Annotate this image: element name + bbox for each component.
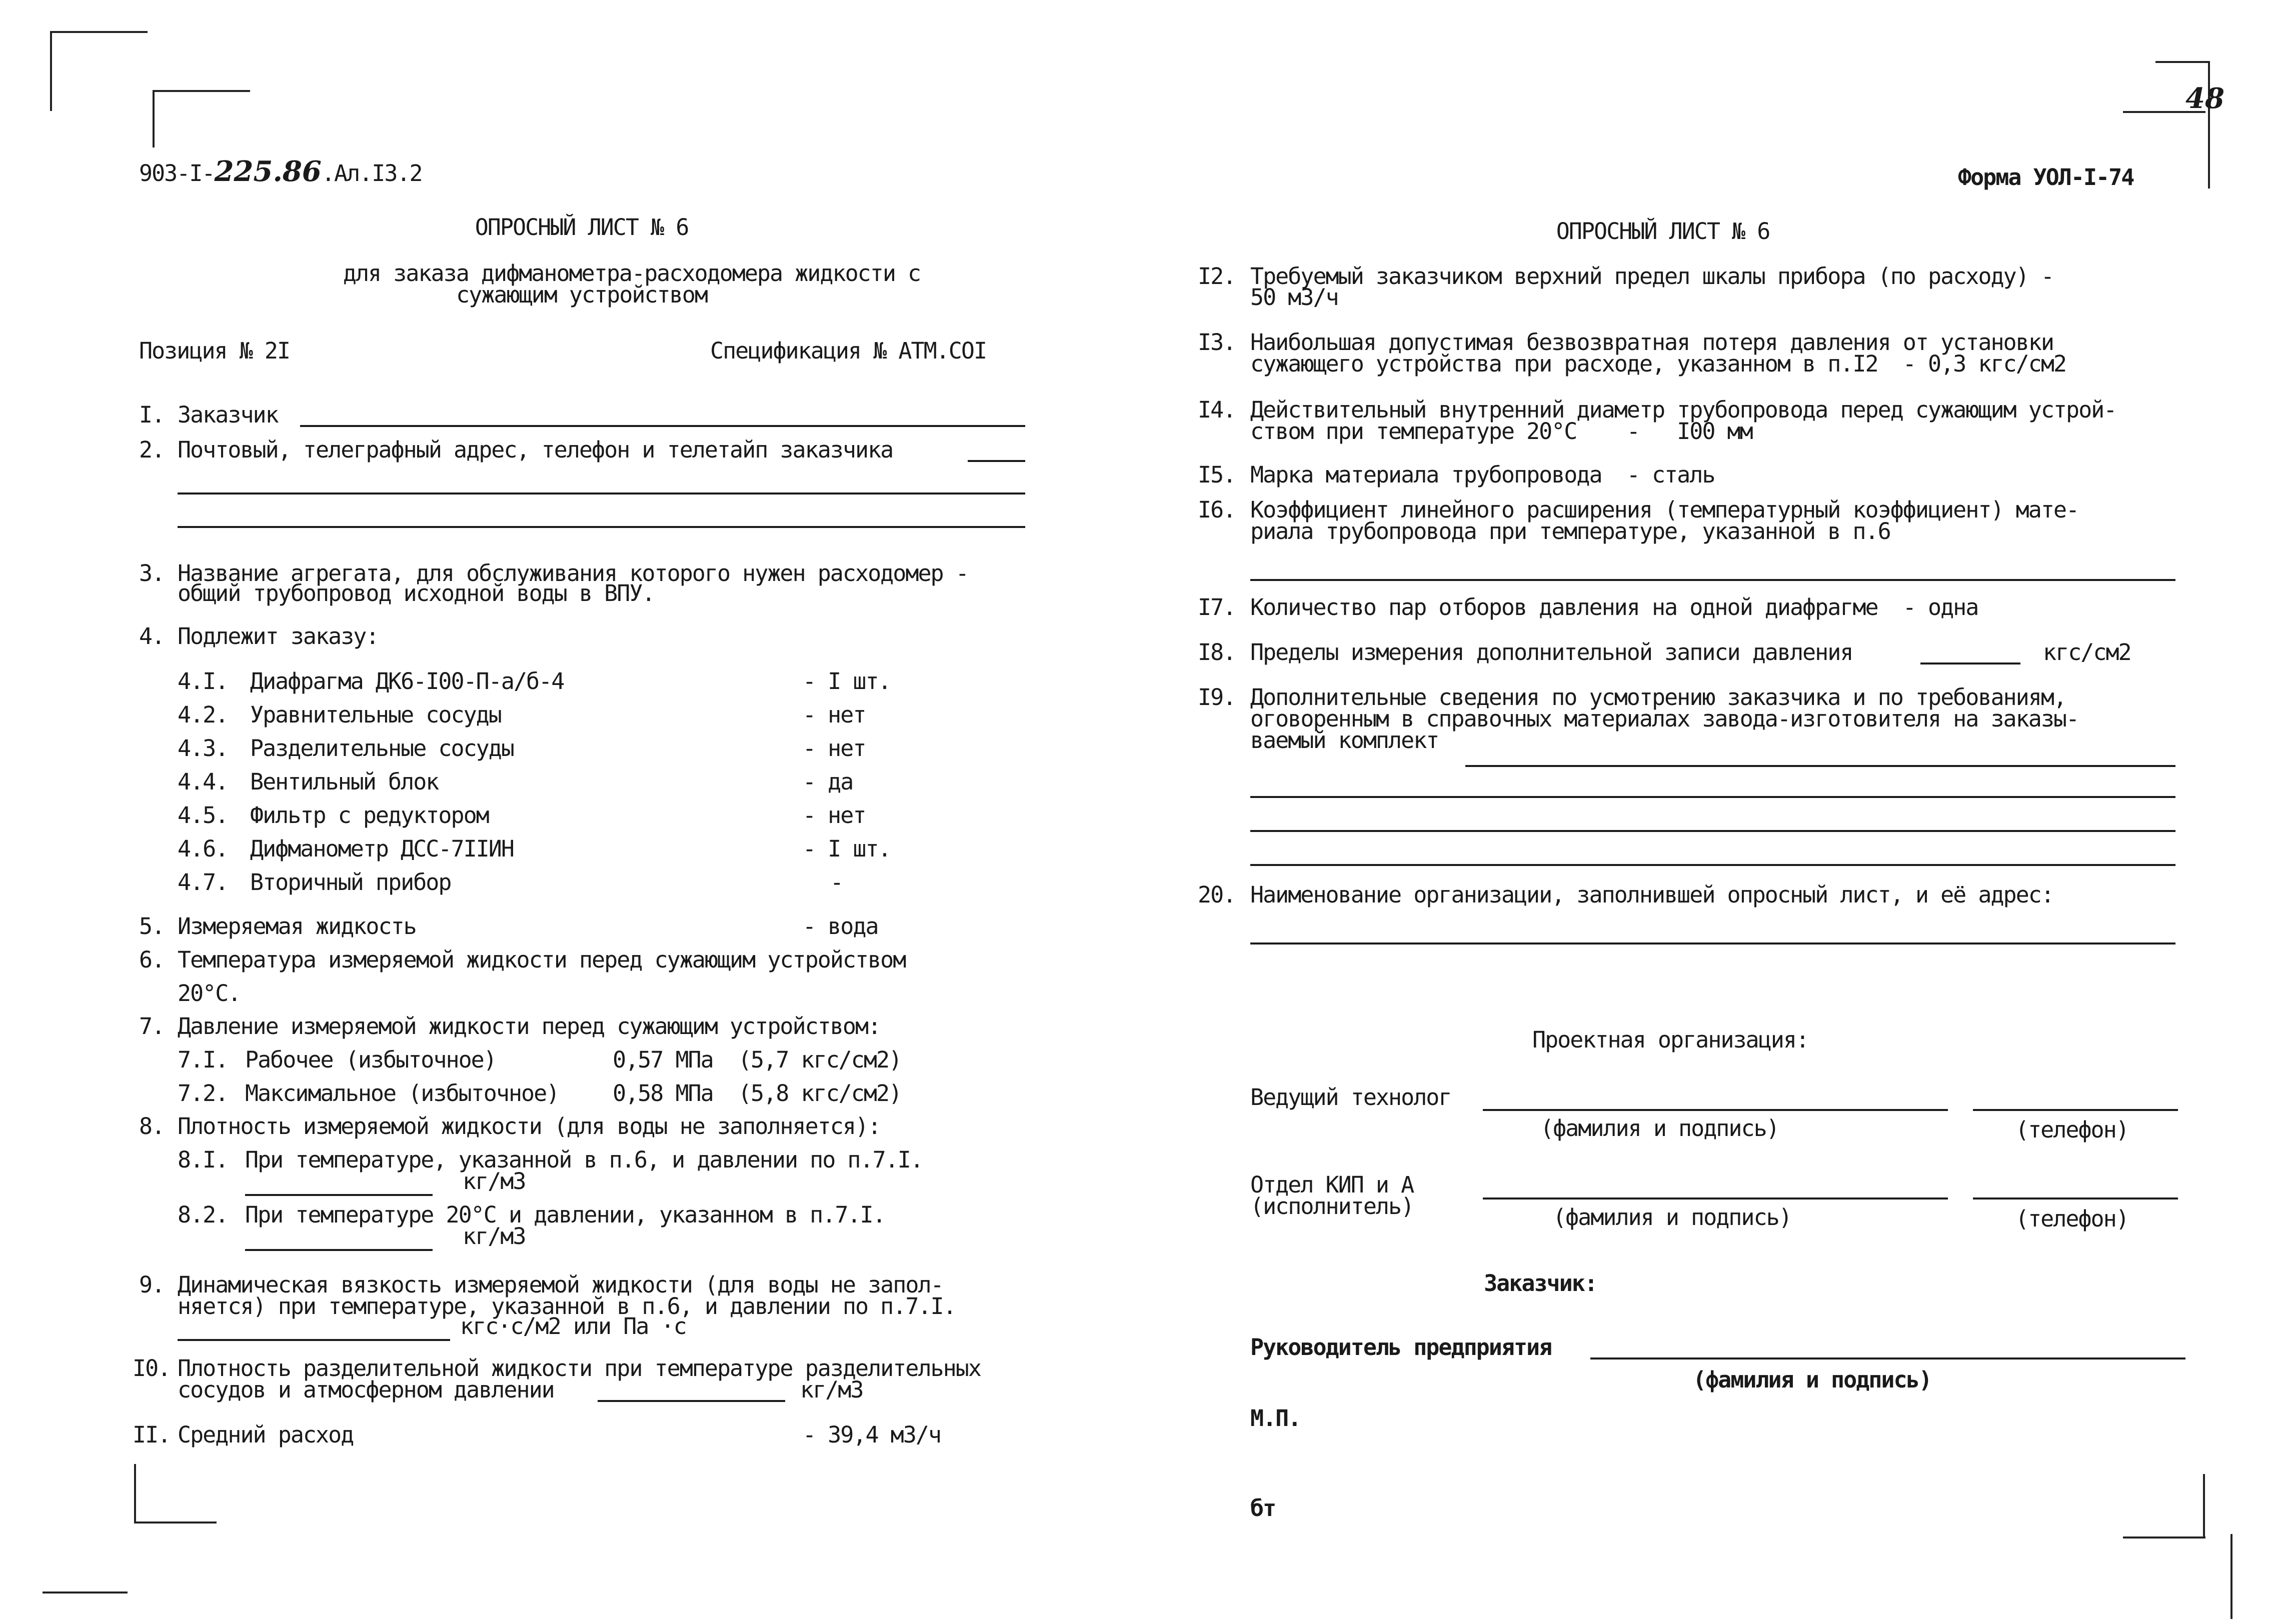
order-item-value: - нет	[803, 802, 866, 828]
item-12-line1: Требуемый заказчиком верхний предел шкалы прибора (по расходу) -	[1250, 263, 2053, 290]
item-8-1-text: При температуре, указанной в п.6, и давлении по п.7.I.	[245, 1146, 923, 1173]
item-19-line3: ваемый комплект	[1250, 727, 1439, 754]
order-item-value: - I шт.	[803, 668, 891, 694]
phone-caption: (телефон)	[2015, 1116, 2128, 1143]
item-14-num: I4.	[1198, 396, 1236, 423]
pressure-range-field[interactable]	[1920, 662, 2020, 664]
item-4-num: 4.	[139, 623, 165, 650]
item-18-num: I8.	[1198, 639, 1236, 666]
order-item-text: Фильтр с редуктором	[250, 802, 489, 828]
right-title: ОПРОСНЫЙ ЛИСТ № 6	[1556, 218, 1770, 244]
project-org-heading: Проектная организация:	[1532, 1026, 1809, 1053]
order-item-num: 4.3.	[178, 735, 228, 762]
address-field[interactable]	[178, 526, 1025, 528]
item-8-1-unit: кг/м3	[463, 1168, 526, 1194]
signature-caption: (фамилия и подпись)	[1693, 1366, 1931, 1393]
order-item-num: 4.2.	[178, 702, 228, 728]
order-item-text: Вентильный блок	[250, 768, 439, 795]
kip-signature-field[interactable]	[1483, 1198, 1948, 1200]
item-8-2-unit: кг/м3	[463, 1223, 526, 1250]
item-17-num: I7.	[1198, 594, 1236, 620]
item-11-value: - 39,4 м3/ч	[803, 1422, 941, 1448]
item-1-text: Заказчик	[178, 402, 278, 428]
order-item-value: -	[830, 869, 843, 896]
corner-mark	[134, 1522, 217, 1524]
item-3-line2: общий трубопровод исходной воды в ВПУ.	[178, 580, 655, 606]
left-subtitle-line2: сужающим устройством	[456, 282, 707, 308]
item-7-2-value: 0,58 МПа (5,8 кгс/см2)	[613, 1080, 902, 1106]
corner-mark	[43, 1592, 128, 1594]
item-16-line1: Коэффициент линейного расширения (температурный коэффициент) мате-	[1250, 496, 2079, 523]
item-18-text: Пределы измерения дополнительной записи давления	[1250, 639, 1853, 666]
signature-caption: (фамилия и подпись)	[1540, 1115, 1779, 1142]
item-6-num: 6.	[139, 946, 165, 973]
item-16-line2: риала трубопровода при температуре, указанной в п.6	[1250, 518, 1890, 544]
item-9-line2: няется) при температуре, указанной в п.6, и давлении по п.7.I.	[178, 1293, 956, 1320]
density-field[interactable]	[245, 1249, 433, 1251]
corner-mark	[153, 90, 250, 92]
lead-technologist-label: Ведущий технолог	[1250, 1084, 1451, 1110]
item-9-line1: Динамическая вязкость измеряемой жидкости (для воды не запол-	[178, 1272, 943, 1298]
item-17-text: Количество пар отборов давления на одной диафрагме - одна	[1250, 594, 1978, 620]
order-item-text: Уравнительные сосуды	[250, 702, 501, 728]
kip-phone-field[interactable]	[1973, 1198, 2178, 1200]
corner-mark	[2155, 61, 2208, 63]
item-5-value: - вода	[803, 913, 878, 940]
order-item-num: 4.7.	[178, 869, 228, 896]
item-5-num: 5.	[139, 913, 165, 940]
item-10-line2: сосудов и атмосферном давлении	[178, 1376, 554, 1403]
item-14-line1: Действительный внутренний диаметр трубопровода перед сужающим устрой-	[1250, 396, 2116, 423]
item-7-2-text: Максимальное (избыточное)	[245, 1080, 559, 1106]
seal-label: М.П.	[1250, 1405, 1301, 1432]
item-8-2-num: 8.2.	[178, 1202, 228, 1228]
item-2-num: 2.	[139, 436, 165, 463]
item-4-text: Подлежит заказу:	[178, 623, 379, 650]
item-15-num: I5.	[1198, 462, 1236, 488]
expansion-coef-field[interactable]	[1250, 579, 2175, 581]
technologist-signature-field[interactable]	[1483, 1109, 1948, 1111]
order-item-value: - нет	[803, 702, 866, 728]
order-item-value: - I шт.	[803, 836, 891, 862]
item-18-unit: кгс/см2	[2043, 639, 2131, 666]
address-field[interactable]	[968, 460, 1025, 462]
item-7-num: 7.	[139, 1013, 165, 1040]
item-6-line1: Температура измеряемой жидкости перед сужающим устройством	[178, 946, 906, 973]
item-10-line1: Плотность разделительной жидкости при температуре разделительных	[178, 1355, 981, 1382]
item-7-2-num: 7.2.	[178, 1080, 228, 1106]
organization-field[interactable]	[1250, 942, 2175, 944]
item-9-num: 9.	[139, 1272, 165, 1298]
address-field[interactable]	[178, 492, 1025, 494]
position-number: Позиция № 2I	[139, 338, 290, 364]
item-15-text: Марка материала трубопровода - сталь	[1250, 462, 1715, 488]
left-subtitle-line1: для заказа дифманометра-расходомера жидкости с	[343, 260, 921, 286]
director-signature-field[interactable]	[1590, 1358, 2185, 1360]
page-number: 48	[2185, 82, 2224, 115]
order-item-text: Дифманометр ДСС-7IIИН	[250, 836, 514, 862]
footer-code: бт	[1250, 1495, 1276, 1522]
kip-dept-label: Отдел КИП и А	[1250, 1172, 1414, 1198]
separating-density-field[interactable]	[598, 1400, 785, 1402]
item-7-text: Давление измеряемой жидкости перед сужающим устройством:	[178, 1013, 881, 1040]
phone-caption: (телефон)	[2015, 1206, 2128, 1232]
corner-mark	[2208, 61, 2210, 188]
item-10-unit: кг/м3	[800, 1376, 863, 1403]
order-item-num: 4.4.	[178, 768, 228, 795]
order-item-value: - да	[803, 768, 853, 795]
order-item-text: Диафрагма ДК6-I00-П-а/б-4	[250, 668, 564, 694]
viscosity-field[interactable]	[178, 1339, 450, 1341]
item-8-2-text: При температуре 20°С и давлении, указанном в п.7.I.	[245, 1202, 885, 1228]
density-field[interactable]	[245, 1194, 433, 1196]
additional-info-field[interactable]	[1250, 864, 2175, 866]
item-8-text: Плотность измеряемой жидкости (для воды не заполняется):	[178, 1113, 881, 1140]
item-7-1-num: 7.I.	[178, 1046, 228, 1073]
item-9-unit: кгс·с/м2 или Па ·с	[460, 1313, 686, 1340]
item-20-text: Наименование организации, заполнившей опросный лист, и её адрес:	[1250, 882, 2053, 908]
item-20-num: 20.	[1198, 882, 1236, 908]
item-19-num: I9.	[1198, 684, 1236, 710]
additional-info-field[interactable]	[1465, 765, 2175, 767]
item-19-line2: оговоренным в справочных материалах завода-изготовителя на заказы-	[1250, 706, 2079, 732]
item-7-1-text: Рабочее (избыточное)	[245, 1046, 496, 1073]
item-3-num: 3.	[139, 560, 165, 586]
item-8-1-num: 8.I.	[178, 1146, 228, 1173]
item-10-num: I0.	[133, 1355, 171, 1382]
corner-mark	[2203, 1474, 2205, 1536]
technologist-phone-field[interactable]	[1973, 1109, 2178, 1111]
item-1-num: I.	[139, 402, 165, 428]
order-item-value: - нет	[803, 735, 866, 762]
item-6-line2: 20°С.	[178, 980, 241, 1006]
item-11-text: Средний расход	[178, 1422, 354, 1448]
customer-field[interactable]	[300, 425, 1025, 427]
item-13-line2: сужающего устройства при расходе, указанном в п.I2 - 0,3 кгс/см2	[1250, 350, 2066, 377]
corner-mark	[2230, 1534, 2232, 1619]
item-2-text: Почтовый, телеграфный адрес, телефон и телетайп заказчика	[178, 436, 893, 463]
item-3-line1: Название агрегата, для обслуживания которого нужен расходомер -	[178, 560, 968, 586]
item-13-num: I3.	[1198, 329, 1236, 356]
order-item-num: 4.6.	[178, 836, 228, 862]
additional-info-field[interactable]	[1250, 830, 2175, 832]
item-12-line2: 50 м3/ч	[1250, 284, 1338, 310]
corner-mark	[50, 31, 52, 111]
item-13-line1: Наибольшая допустимая безвозвратная потеря давления от установки	[1250, 329, 2053, 356]
order-item-num: 4.I.	[178, 668, 228, 694]
order-item-text: Вторичный прибор	[250, 869, 451, 896]
order-item-text: Разделительные сосуды	[250, 735, 514, 762]
item-14-line2: ством при температуре 20°С - I00 мм	[1250, 418, 1752, 444]
item-11-num: II.	[133, 1422, 171, 1448]
order-item-num: 4.5.	[178, 802, 228, 828]
kip-executor-label: (исполнитель)	[1250, 1193, 1414, 1220]
specification-number: Спецификация № АТМ.СОI	[710, 338, 987, 364]
signature-caption: (фамилия и подпись)	[1553, 1204, 1791, 1230]
corner-mark	[2123, 1536, 2205, 1538]
corner-mark	[134, 1464, 136, 1522]
customer-heading: Заказчик:	[1484, 1270, 1597, 1296]
left-title: ОПРОСНЫЙ ЛИСТ № 6	[475, 214, 689, 240]
doc-number-handwritten: 225.86	[214, 155, 322, 188]
item-5-text: Измеряемая жидкость	[178, 913, 416, 940]
additional-info-field[interactable]	[1250, 796, 2175, 798]
form-code: Форма УОЛ-I-74	[1958, 164, 2134, 190]
item-8-num: 8.	[139, 1113, 165, 1140]
item-16-num: I6.	[1198, 496, 1236, 523]
corner-mark	[50, 31, 148, 33]
item-12-num: I2.	[1198, 263, 1236, 290]
album-number: .Ал.I3.2	[321, 160, 422, 186]
director-label: Руководитель предприятия	[1250, 1334, 1552, 1360]
item-7-1-value: 0,57 МПа (5,7 кгс/см2)	[613, 1046, 902, 1073]
doc-number: 903-I-225.86.Ал.I3.2	[139, 155, 422, 188]
item-19-line1: Дополнительные сведения по усмотрению заказчика и по требованиям,	[1250, 684, 2066, 710]
corner-mark	[153, 90, 155, 148]
